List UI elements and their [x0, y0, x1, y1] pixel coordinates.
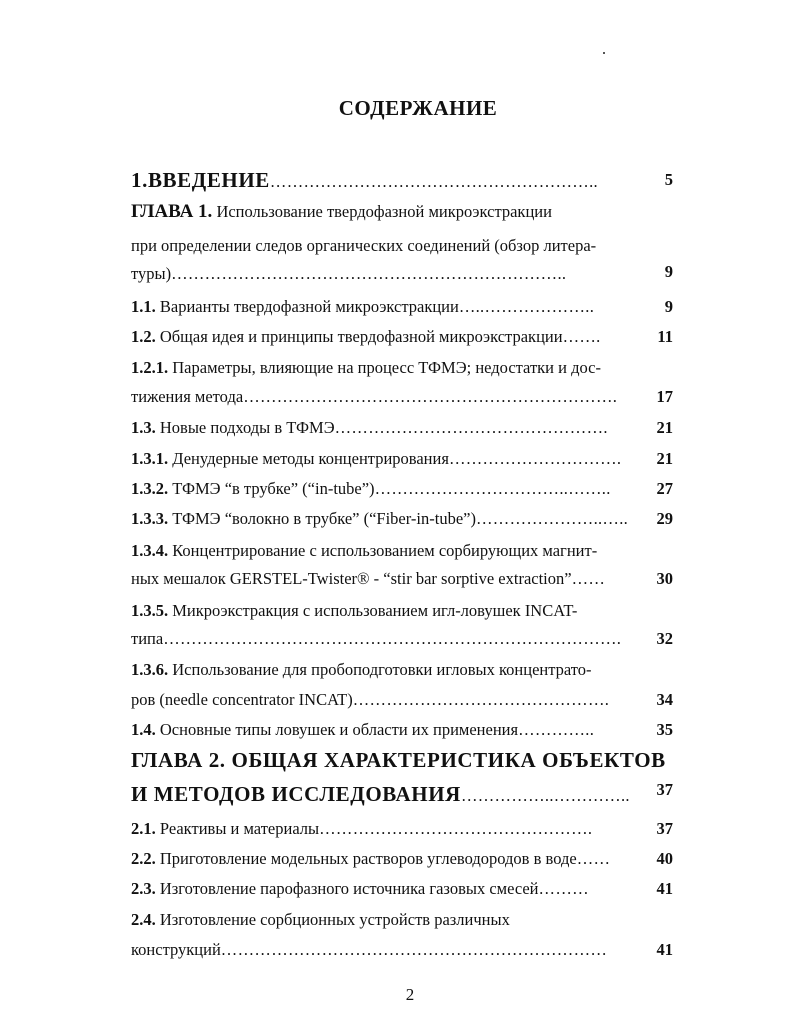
page-number: 2: [405, 985, 415, 1004]
leader-dots: ……………..…………..: [460, 786, 630, 805]
toc-page: 21: [656, 418, 673, 437]
leader-dots: ……………………………………………………………..: [171, 264, 567, 283]
toc-title: Общая идея и принципы твердофазной микроэкстракции: [155, 327, 563, 346]
toc-title: Варианты твердофазной микроэкстракции: [155, 297, 459, 316]
leader-dots: …………………………………………………..: [269, 172, 598, 191]
toc-continuation: [131, 387, 641, 407]
toc-page: 9: [664, 297, 673, 316]
scan-speck: [603, 52, 605, 54]
toc-title: Использование для пробоподготовки игловых концентрато-: [168, 660, 592, 679]
toc-number: 1.3.5.: [131, 601, 169, 620]
toc-page: 35: [656, 720, 673, 739]
leader-dots: ………………………….: [448, 449, 622, 468]
toc-page: 34: [656, 690, 673, 709]
toc-title: Концентрирование с использованием сорбирующих магнит-: [168, 541, 598, 560]
toc-number: 1.3.4.: [131, 541, 169, 560]
toc-entry-1-3-6[interactable]: [131, 660, 641, 680]
toc-number: 2.1.: [131, 819, 156, 838]
leader-dots: ……………………………………………………………………….: [163, 629, 622, 648]
leader-dots: ………………………………………………………….: [243, 387, 618, 406]
toc-title: Реактивы и материалы: [155, 819, 320, 838]
toc-title-cont: при определении следов органических соединений (обзор литера-: [131, 236, 597, 255]
toc-title-cont: туры): [131, 264, 172, 283]
toc-title-cont: И МЕТОДОВ ИССЛЕДОВАНИЯ: [131, 782, 461, 806]
toc-page: 40: [656, 849, 673, 868]
toc-entry-1-3-2[interactable]: [131, 479, 641, 499]
toc-number: 1.3.6.: [131, 660, 169, 679]
toc-entry-chapter-1[interactable]: [131, 202, 641, 222]
leader-dots: ………: [538, 879, 589, 898]
toc-page: 27: [656, 479, 673, 498]
leader-dots: ……………………………………………………………: [220, 940, 608, 959]
toc-number: 1.2.1.: [131, 358, 169, 377]
page-title: СОДЕРЖАНИЕ: [338, 96, 498, 120]
toc-continuation: [131, 264, 641, 284]
toc-title: Денудерные методы концентрирования: [168, 449, 449, 468]
toc-entry-2-4[interactable]: [131, 910, 641, 930]
toc-page: 5: [664, 170, 673, 189]
toc-continuation: [131, 940, 641, 960]
toc-title-cont: тижения метода: [131, 387, 244, 406]
toc-title: Основные типы ловушек и области их применения: [155, 720, 519, 739]
toc-title: ВВЕДЕНИЕ: [147, 168, 270, 192]
toc-number: 1.2.: [131, 327, 156, 346]
toc-entry-1-3-1[interactable]: [131, 449, 641, 469]
toc-number: 1.3.1.: [131, 449, 169, 468]
toc-title: Использование твердофазной микроэкстракции: [212, 202, 552, 221]
toc-entry-1-2[interactable]: [131, 327, 641, 347]
leader-dots: ……: [576, 849, 611, 868]
leader-dots: ………………………………………….: [319, 819, 593, 838]
toc-page: 9: [664, 262, 673, 281]
toc-continuation: [131, 781, 641, 807]
toc-entry-intro[interactable]: [131, 167, 641, 193]
leader-dots: ……: [571, 569, 606, 588]
toc-entry-chapter-2[interactable]: [131, 747, 673, 773]
toc-number: 1.3.: [131, 418, 156, 437]
toc-number: 1.3.3.: [131, 509, 169, 528]
toc-entry-1-3-4[interactable]: [131, 541, 641, 561]
toc-continuation: [131, 569, 641, 589]
toc-entry-2-2[interactable]: [131, 849, 641, 869]
toc-page: 41: [656, 879, 673, 898]
toc-continuation: [131, 690, 641, 710]
toc-number: 2.3.: [131, 879, 156, 898]
toc-entry-1-1[interactable]: [131, 297, 641, 317]
toc-continuation: [131, 236, 641, 256]
toc-entry-1-4[interactable]: [131, 720, 641, 740]
toc-number: 1.: [131, 168, 148, 192]
toc-title: ГЛАВА 2. ОБЩАЯ ХАРАКТЕРИСТИКА ОБЪЕКТОВ: [131, 748, 666, 772]
toc-page: 17: [656, 387, 673, 406]
toc-number: ГЛАВА 1.: [131, 202, 213, 222]
toc-entry-2-1[interactable]: [131, 819, 641, 839]
toc-title-cont: типа: [131, 629, 164, 648]
toc-entry-1-3-3[interactable]: [131, 509, 641, 529]
toc-number: 1.1.: [131, 297, 156, 316]
toc-title: ТФМЭ “в трубке” (“in-tube”): [168, 479, 375, 498]
toc-entry-2-3[interactable]: [131, 879, 641, 899]
toc-page: 37: [656, 819, 673, 838]
toc-entry-1-3-5[interactable]: [131, 601, 641, 621]
toc-entry-1-3[interactable]: [131, 418, 641, 438]
toc-entry-1-2-1[interactable]: [131, 358, 641, 378]
toc-title: Параметры, влияющие на процесс ТФМЭ; недостатки и дос-: [168, 358, 601, 377]
leader-dots: …….: [562, 327, 601, 346]
toc-number: 2.2.: [131, 849, 156, 868]
leader-dots: ………………………………………….: [334, 418, 608, 437]
leader-dots: ……………………………………….: [352, 690, 610, 709]
leader-dots: …………..: [518, 720, 595, 739]
toc-title: Изготовление парофазного источника газовых смесей: [155, 879, 539, 898]
toc-title-cont: конструкций: [131, 940, 221, 959]
toc-page: 37: [656, 780, 673, 799]
toc-title: Изготовление сорбционных устройств различных: [155, 910, 510, 929]
toc-title: ТФМЭ “волокно в трубке” (“Fiber-in-tube”): [168, 509, 476, 528]
toc-continuation: [131, 629, 641, 649]
leader-dots: …..………………..: [458, 297, 595, 316]
toc-number: 1.4.: [131, 720, 156, 739]
toc-page: 32: [656, 629, 673, 648]
toc-page: 21: [656, 449, 673, 468]
toc-title: Новые подходы в ТФМЭ: [155, 418, 335, 437]
leader-dots: ……………………………..……..: [374, 479, 611, 498]
toc-title-cont: ров (needle concentrator INCAT): [131, 690, 353, 709]
leader-dots: …………………..…..: [475, 509, 629, 528]
toc-page: 29: [656, 509, 673, 528]
toc-page: 41: [656, 940, 673, 959]
toc-title: Микроэкстракция с использованием игл-ловушек INCAT-: [168, 601, 578, 620]
toc-page: 11: [657, 327, 673, 346]
toc-number: 2.4.: [131, 910, 156, 929]
toc-title-cont: ных мешалок GERSTEL-Twister® - “stir bar sorptive extraction”: [131, 569, 572, 588]
toc-number: 1.3.2.: [131, 479, 169, 498]
toc-title: Приготовление модельных растворов углеводородов в воде: [155, 849, 577, 868]
toc-page: 30: [656, 569, 673, 588]
